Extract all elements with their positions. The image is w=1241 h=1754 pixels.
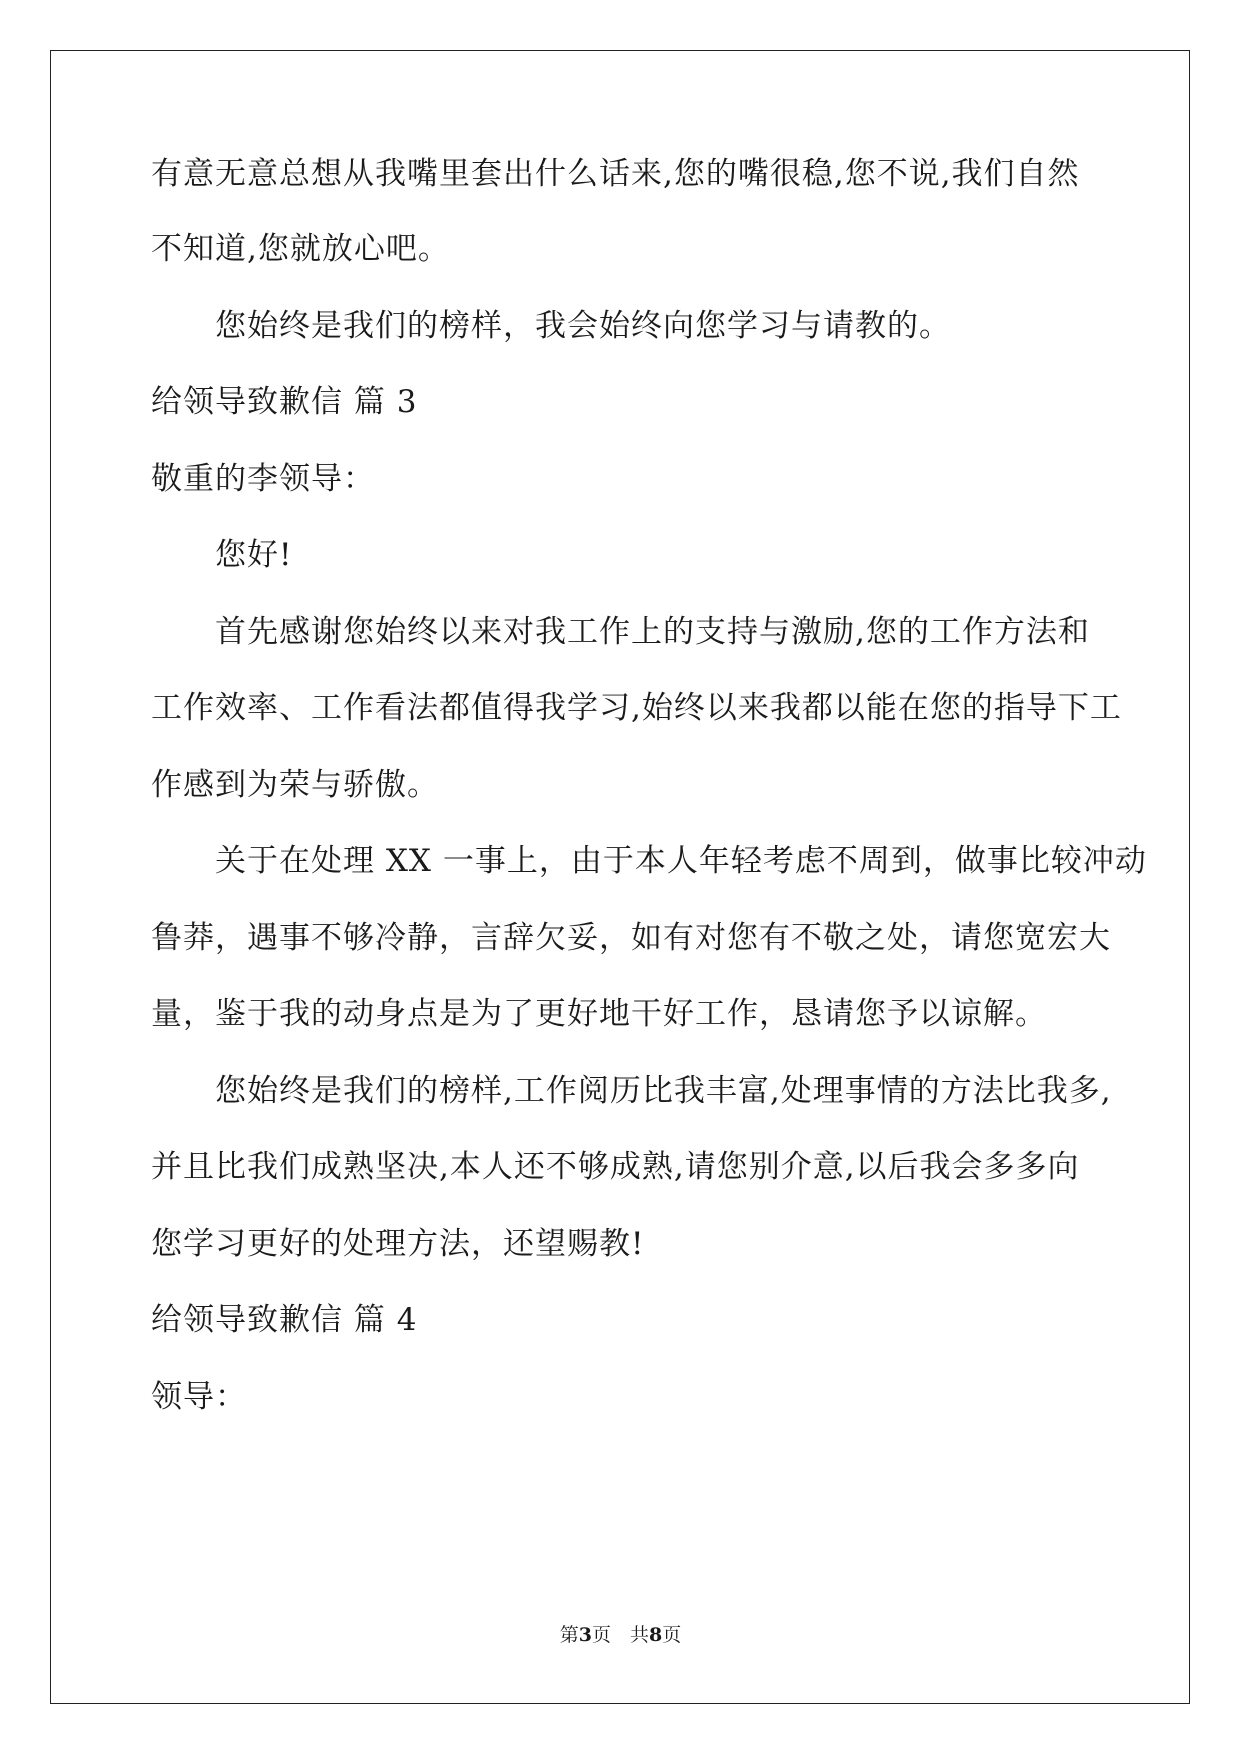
paragraph-line: 首先感谢您始终以来对我工作上的支持与激励,您的工作方法和 — [215, 614, 1090, 650]
footer-page-number: 3 — [578, 1624, 592, 1646]
paragraph-line: 鲁莽，遇事不够冷静，言辞欠妥，如有对您有不敬之处，请您宽宏大 — [151, 920, 1111, 956]
paragraph-line: 作感到为荣与骄傲。 — [151, 767, 439, 803]
footer-page-mid: 页 共 — [591, 1624, 649, 1646]
paragraph-line: 不知道,您就放心吧。 — [151, 231, 450, 267]
paragraph-line: 并且比我们成熟坚决,本人还不够成熟,请您别介意,以后我会多多向 — [151, 1149, 1080, 1185]
section-heading: 给领导致歉信 篇 4 — [151, 1302, 418, 1338]
paragraph-line: 您始终是我们的榜样，我会始终向您学习与请教的。 — [215, 308, 951, 344]
greeting: 您好! — [215, 537, 293, 573]
paragraph-line: 您学习更好的处理方法，还望赐教! — [151, 1226, 645, 1262]
paragraph-line: 有意无意总想从我嘴里套出什么话来,您的嘴很稳,您不说,我们自然 — [151, 156, 1080, 192]
footer-page-suffix: 页 — [662, 1624, 682, 1646]
salutation: 领导： — [151, 1379, 247, 1415]
section-heading: 给领导致歉信 篇 3 — [151, 384, 418, 420]
footer-total-pages: 8 — [649, 1624, 663, 1646]
paragraph-line: 您始终是我们的榜样,工作阅历比我丰富,处理事情的方法比我多, — [215, 1073, 1112, 1109]
page-footer — [0, 1623, 1241, 1647]
paragraph-line: 关于在处理 XX 一事上，由于本人年轻考虑不周到，做事比较冲动 — [215, 843, 1147, 879]
paragraph-line: 量，鉴于我的动身点是为了更好地干好工作，恳请您予以谅解。 — [151, 996, 1047, 1032]
footer-page-prefix: 第 — [559, 1624, 579, 1646]
paragraph-line: 工作效率、工作看法都值得我学习,始终以来我都以能在您的指导下工 — [151, 690, 1122, 726]
salutation: 敬重的李领导： — [151, 461, 375, 497]
